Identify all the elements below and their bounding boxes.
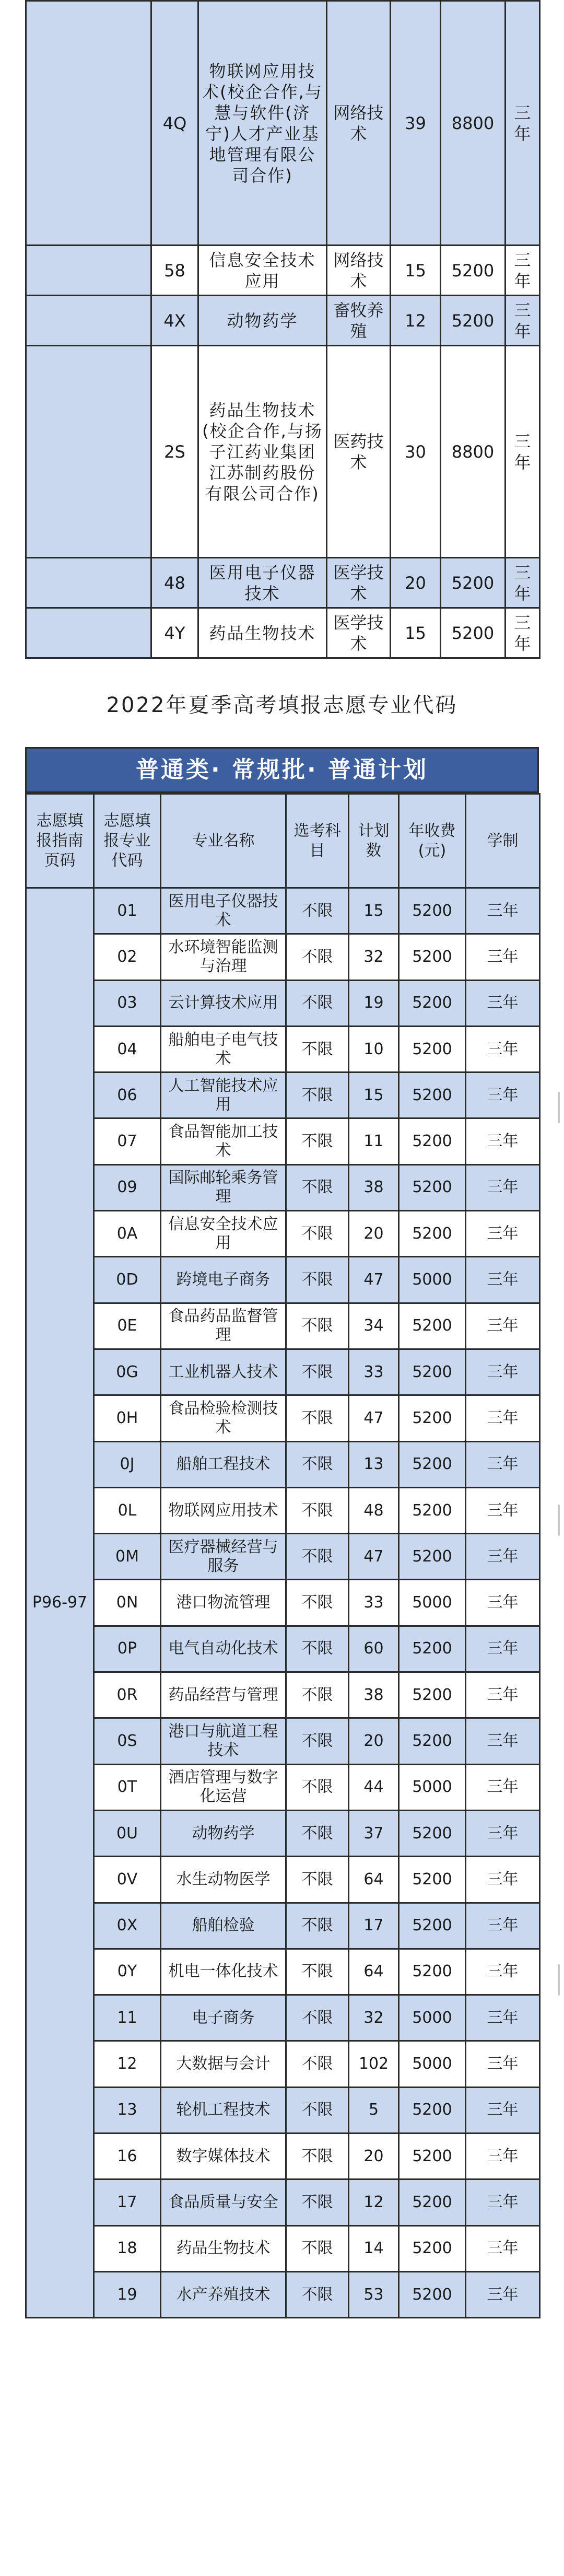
- major-name-cell: 食品质量与安全: [161, 2179, 286, 2225]
- code-cell: 0Y: [94, 1949, 161, 1995]
- duration-cell: 三年: [466, 1487, 540, 1533]
- table-row: [26, 2271, 540, 2317]
- guide-page-cell: P96-97: [26, 888, 94, 2318]
- table-row: [26, 1580, 540, 1626]
- table-row: [26, 1487, 540, 1533]
- subject-cell: 不限: [286, 1487, 349, 1533]
- plan-count-cell: 60: [349, 1626, 399, 1672]
- major-name-cell: 食品药品监督管理: [161, 1303, 286, 1349]
- subject-cell: 不限: [286, 2271, 349, 2317]
- fee-cell: 5200: [399, 888, 466, 934]
- major-name-cell: 医用电子仪器技术: [198, 558, 327, 608]
- duration-cell: 三年: [466, 1026, 540, 1072]
- fee-cell: 8800: [441, 1, 506, 246]
- fee-cell: 5200: [399, 2179, 466, 2225]
- table-row: [26, 1810, 540, 1856]
- plan-count-cell: 39: [391, 1, 441, 246]
- duration-cell: 三年: [506, 558, 540, 608]
- code-cell: 4Q: [151, 1, 198, 246]
- major-name-cell: 动物药学: [161, 1810, 286, 1856]
- subject-cell: 不限: [286, 1764, 349, 1810]
- code-cell: 48: [151, 558, 198, 608]
- fee-cell: 5200: [399, 1857, 466, 1903]
- major-code-table: [25, 747, 539, 2318]
- duration-cell: 三年: [506, 346, 540, 558]
- major-name-cell: 船舶电子电气技术: [161, 1026, 286, 1072]
- duration-cell: 三年: [466, 2041, 540, 2087]
- major-name-cell: 船舶检验: [161, 1903, 286, 1949]
- duration-cell: 三年: [466, 1118, 540, 1164]
- page-cell: [26, 246, 151, 296]
- duration-cell: 三年: [506, 246, 540, 296]
- code-cell: 0M: [94, 1534, 161, 1580]
- fee-cell: 5200: [399, 1118, 466, 1164]
- table-row: [26, 2225, 540, 2271]
- major-name-cell: 食品检验检测技术: [161, 1395, 286, 1441]
- subject-cell: 不限: [286, 1580, 349, 1626]
- code-cell: 12: [94, 2041, 161, 2087]
- section-title: 2022年夏季高考填报志愿专业代码: [106, 693, 458, 717]
- table-row: [26, 1211, 540, 1257]
- subject-cell: 不限: [286, 2041, 349, 2087]
- header-years: 学制: [466, 794, 540, 888]
- duration-cell: 三年: [466, 1580, 540, 1626]
- fee-cell: 5000: [399, 1995, 466, 2041]
- code-cell: 0X: [94, 1903, 161, 1949]
- table-header-row: [26, 794, 540, 888]
- code-cell: 0D: [94, 1257, 161, 1303]
- major-table: [25, 793, 540, 2318]
- code-cell: 0E: [94, 1303, 161, 1349]
- duration-cell: 三年: [466, 1211, 540, 1257]
- duration-cell: 三年: [466, 1857, 540, 1903]
- page-cell: [26, 346, 151, 558]
- fee-cell: 5200: [399, 934, 466, 980]
- subject-cell: 不限: [286, 1534, 349, 1580]
- duration-cell: 三年: [466, 2134, 540, 2179]
- plan-count-cell: 15: [349, 1073, 399, 1118]
- table-row: [26, 1303, 540, 1349]
- table-row: [26, 2134, 540, 2179]
- plan-count-cell: 32: [349, 1995, 399, 2041]
- fee-cell: 8800: [441, 346, 506, 558]
- major-name-cell: 药品经营与管理: [161, 1672, 286, 1718]
- subject-cell: 不限: [286, 888, 349, 934]
- scroll-marker: [558, 1092, 560, 1123]
- code-cell: 03: [94, 980, 161, 1026]
- code-cell: 06: [94, 1073, 161, 1118]
- table-row: [26, 1118, 540, 1164]
- plan-count-cell: 10: [349, 1026, 399, 1072]
- subject-cell: 不限: [286, 1349, 349, 1395]
- fee-cell: 5200: [399, 1349, 466, 1395]
- table-row: [26, 1, 540, 246]
- fee-cell: 5200: [441, 246, 506, 296]
- major-name-cell: 酒店管理与数字化运营: [161, 1764, 286, 1810]
- table-row: [26, 1534, 540, 1580]
- major-name-cell: 医疗器械经营与服务: [161, 1534, 286, 1580]
- fee-cell: 5200: [441, 558, 506, 608]
- code-cell: 11: [94, 1995, 161, 2041]
- duration-cell: 三年: [466, 1672, 540, 1718]
- header-page: 志愿填报指南页码: [26, 794, 94, 888]
- code-cell: 18: [94, 2225, 161, 2271]
- table-row: [26, 1395, 540, 1441]
- duration-cell: 三年: [466, 1395, 540, 1441]
- continued-major-table: [25, 0, 540, 659]
- plan-count-cell: 13: [349, 1441, 399, 1487]
- duration-cell: 三年: [466, 1718, 540, 1764]
- table-row: [26, 2087, 540, 2133]
- fee-cell: 5200: [399, 980, 466, 1026]
- major-name-cell: 人工智能技术应用: [161, 1073, 286, 1118]
- duration-cell: 三年: [466, 2225, 540, 2271]
- subject-cell: 不限: [286, 1810, 349, 1856]
- fee-cell: 5000: [399, 1764, 466, 1810]
- duration-cell: 三年: [466, 1534, 540, 1580]
- code-cell: 0H: [94, 1395, 161, 1441]
- fee-cell: 5200: [399, 1534, 466, 1580]
- plan-count-cell: 15: [391, 246, 441, 296]
- major-name-cell: 医用电子仪器技术: [161, 888, 286, 934]
- subject-cell: 不限: [286, 1073, 349, 1118]
- major-name-cell: 水生动物医学: [161, 1857, 286, 1903]
- code-cell: 58: [151, 246, 198, 296]
- fee-cell: 5200: [399, 1441, 466, 1487]
- table-row: [26, 1626, 540, 1672]
- subject-cell: 不限: [286, 2134, 349, 2179]
- major-name-cell: 药品生物技术(校企合作,与扬子江药业集团江苏制药股份有限公司合作): [198, 346, 327, 558]
- code-cell: 19: [94, 2271, 161, 2317]
- code-cell: 16: [94, 2134, 161, 2179]
- subject-cell: 不限: [286, 1949, 349, 1995]
- plan-count-cell: 44: [349, 1764, 399, 1810]
- subject-cell: 不限: [286, 1303, 349, 1349]
- plan-count-cell: 47: [349, 1257, 399, 1303]
- subject-cell: 不限: [286, 1026, 349, 1072]
- fee-cell: 5200: [399, 1211, 466, 1257]
- fee-cell: 5200: [399, 1164, 466, 1210]
- duration-cell: 三年: [466, 1257, 540, 1303]
- plan-count-cell: 32: [349, 934, 399, 980]
- header-subject: 选考科目: [286, 794, 349, 888]
- duration-cell: 三年: [466, 934, 540, 980]
- table-row: [26, 1718, 540, 1764]
- fee-cell: 5200: [399, 1718, 466, 1764]
- fee-cell: 5200: [399, 2225, 466, 2271]
- plan-count-cell: 5: [349, 2087, 399, 2133]
- subject-cell: 网络技术: [327, 246, 391, 296]
- header-fee: 年收费(元): [399, 794, 466, 888]
- table-row: [26, 1073, 540, 1118]
- duration-cell: 三年: [466, 1949, 540, 1995]
- table-row: [26, 1903, 540, 1949]
- plan-count-cell: 38: [349, 1672, 399, 1718]
- table-row: [26, 558, 540, 608]
- plan-count-cell: 17: [349, 1903, 399, 1949]
- fee-cell: 5200: [399, 1626, 466, 1672]
- subject-cell: 不限: [286, 2225, 349, 2271]
- duration-cell: 三年: [466, 888, 540, 934]
- table-row: [26, 1672, 540, 1718]
- table-row: [26, 346, 540, 558]
- table-row: [26, 1949, 540, 1995]
- scroll-marker: [558, 1964, 560, 1996]
- code-cell: 0N: [94, 1580, 161, 1626]
- subject-cell: 不限: [286, 1211, 349, 1257]
- table-row: [26, 246, 540, 296]
- subject-cell: 网络技术: [327, 1, 391, 246]
- table-row: [26, 1441, 540, 1487]
- page-cell: [26, 558, 151, 608]
- duration-cell: 三年: [466, 1164, 540, 1210]
- fee-cell: 5200: [399, 1672, 466, 1718]
- table-row: [26, 1026, 540, 1072]
- plan-count-cell: 15: [349, 888, 399, 934]
- page-cell: [26, 608, 151, 658]
- duration-cell: 三年: [466, 1810, 540, 1856]
- subject-cell: 不限: [286, 1395, 349, 1441]
- plan-count-cell: 20: [349, 1718, 399, 1764]
- plan-count-cell: 33: [349, 1349, 399, 1395]
- table-row: [26, 1164, 540, 1210]
- code-cell: 0V: [94, 1857, 161, 1903]
- plan-count-cell: 12: [391, 296, 441, 346]
- plan-count-cell: 38: [349, 1164, 399, 1210]
- subject-cell: 不限: [286, 1903, 349, 1949]
- header-code: 志愿填报专业代码: [94, 794, 161, 888]
- duration-cell: 三年: [466, 1441, 540, 1487]
- subject-cell: 不限: [286, 980, 349, 1026]
- fee-cell: 5200: [441, 296, 506, 346]
- major-name-cell: 轮机工程技术: [161, 2087, 286, 2133]
- table-row: [26, 1764, 540, 1810]
- duration-cell: 三年: [506, 608, 540, 658]
- plan-count-cell: 37: [349, 1810, 399, 1856]
- duration-cell: 三年: [466, 1764, 540, 1810]
- table-row: [26, 2179, 540, 2225]
- subject-cell: 医学技术: [327, 558, 391, 608]
- fee-cell: 5200: [399, 1026, 466, 1072]
- fee-cell: 5200: [399, 1395, 466, 1441]
- plan-count-cell: 64: [349, 1857, 399, 1903]
- major-name-cell: 船舶工程技术: [161, 1441, 286, 1487]
- major-name-cell: 水环境智能监测与治理: [161, 934, 286, 980]
- major-name-cell: 物联网应用技术: [161, 1487, 286, 1533]
- page-cell: [26, 1, 151, 246]
- plan-count-cell: 20: [391, 558, 441, 608]
- major-name-cell: 电子商务: [161, 1995, 286, 2041]
- fee-cell: 5200: [399, 2271, 466, 2317]
- table-row: [26, 888, 540, 934]
- code-cell: 04: [94, 1026, 161, 1072]
- plan-count-cell: 11: [349, 1118, 399, 1164]
- major-name-cell: 国际邮轮乘务管理: [161, 1164, 286, 1210]
- plan-count-cell: 33: [349, 1580, 399, 1626]
- duration-cell: 三年: [466, 1995, 540, 2041]
- fee-cell: 5000: [399, 2041, 466, 2087]
- plan-count-cell: 14: [349, 2225, 399, 2271]
- subject-cell: 畜牧养殖: [327, 296, 391, 346]
- code-cell: 0R: [94, 1672, 161, 1718]
- fee-cell: 5000: [399, 1580, 466, 1626]
- fee-cell: 5200: [399, 1073, 466, 1118]
- code-cell: 0L: [94, 1487, 161, 1533]
- code-cell: 0T: [94, 1764, 161, 1810]
- subject-cell: 不限: [286, 1857, 349, 1903]
- fee-cell: 5200: [399, 1487, 466, 1533]
- table-row: [26, 1857, 540, 1903]
- plan-count-cell: 102: [349, 2041, 399, 2087]
- subject-cell: 不限: [286, 934, 349, 980]
- table-row: [26, 1257, 540, 1303]
- major-name-cell: 跨境电子商务: [161, 1257, 286, 1303]
- table-banner: 普通类· 常规批· 普通计划: [25, 747, 539, 793]
- fee-cell: 5200: [441, 608, 506, 658]
- plan-count-cell: 20: [349, 1211, 399, 1257]
- subject-cell: 不限: [286, 1626, 349, 1672]
- major-name-cell: 电气自动化技术: [161, 1626, 286, 1672]
- plan-count-cell: 64: [349, 1949, 399, 1995]
- code-cell: 0U: [94, 1810, 161, 1856]
- plan-count-cell: 30: [391, 346, 441, 558]
- code-cell: 4Y: [151, 608, 198, 658]
- subject-cell: 医学技术: [327, 608, 391, 658]
- duration-cell: 三年: [466, 1073, 540, 1118]
- code-cell: 02: [94, 934, 161, 980]
- fee-cell: 5200: [399, 1303, 466, 1349]
- major-name-cell: 动物药学: [198, 296, 327, 346]
- subject-cell: 不限: [286, 2179, 349, 2225]
- duration-cell: 三年: [506, 1, 540, 246]
- duration-cell: 三年: [466, 1349, 540, 1395]
- major-name-cell: 港口与航道工程技术: [161, 1718, 286, 1764]
- subject-cell: 不限: [286, 1441, 349, 1487]
- table-row: [26, 296, 540, 346]
- duration-cell: 三年: [466, 1903, 540, 1949]
- plan-count-cell: 15: [391, 608, 441, 658]
- table-row: [26, 608, 540, 658]
- code-cell: 0P: [94, 1626, 161, 1672]
- fee-cell: 5200: [399, 2087, 466, 2133]
- duration-cell: 三年: [466, 980, 540, 1026]
- code-cell: 13: [94, 2087, 161, 2133]
- duration-cell: 三年: [466, 2271, 540, 2317]
- plan-count-cell: 47: [349, 1534, 399, 1580]
- code-cell: 0S: [94, 1718, 161, 1764]
- duration-cell: 三年: [466, 1303, 540, 1349]
- major-name-cell: 信息安全技术应用: [161, 1211, 286, 1257]
- plan-count-cell: 48: [349, 1487, 399, 1533]
- table-row: [26, 980, 540, 1026]
- subject-cell: 不限: [286, 1718, 349, 1764]
- header-name: 专业名称: [161, 794, 286, 888]
- code-cell: 09: [94, 1164, 161, 1210]
- major-name-cell: 药品生物技术: [198, 608, 327, 658]
- subject-cell: 不限: [286, 1995, 349, 2041]
- duration-cell: 三年: [466, 2087, 540, 2133]
- duration-cell: 三年: [466, 1626, 540, 1672]
- plan-count-cell: 20: [349, 2134, 399, 2179]
- duration-cell: 三年: [466, 2179, 540, 2225]
- subject-cell: 不限: [286, 1118, 349, 1164]
- plan-count-cell: 34: [349, 1303, 399, 1349]
- code-cell: 0G: [94, 1349, 161, 1395]
- fee-cell: 5200: [399, 2134, 466, 2179]
- duration-cell: 三年: [506, 296, 540, 346]
- major-name-cell: 食品智能加工技术: [161, 1118, 286, 1164]
- table-row: [26, 1349, 540, 1395]
- subject-cell: 不限: [286, 1164, 349, 1210]
- code-cell: 07: [94, 1118, 161, 1164]
- major-name-cell: 云计算技术应用: [161, 980, 286, 1026]
- code-cell: 2S: [151, 346, 198, 558]
- major-name-cell: 数字媒体技术: [161, 2134, 286, 2179]
- code-cell: 0J: [94, 1441, 161, 1487]
- header-plan: 计划数: [349, 794, 399, 888]
- fee-cell: 5200: [399, 1810, 466, 1856]
- major-name-cell: 物联网应用技术(校企合作,与慧与软件(济宁)人才产业基地管理有限公司合作): [198, 1, 327, 246]
- plan-count-cell: 19: [349, 980, 399, 1026]
- subject-cell: 医药技术: [327, 346, 391, 558]
- major-name-cell: 机电一体化技术: [161, 1949, 286, 1995]
- code-cell: 0A: [94, 1211, 161, 1257]
- fee-cell: 5000: [399, 1257, 466, 1303]
- fee-cell: 5200: [399, 1903, 466, 1949]
- plan-count-cell: 47: [349, 1395, 399, 1441]
- major-name-cell: 水产养殖技术: [161, 2271, 286, 2317]
- subject-cell: 不限: [286, 1257, 349, 1303]
- major-name-cell: 信息安全技术应用: [198, 246, 327, 296]
- code-cell: 01: [94, 888, 161, 934]
- plan-count-cell: 12: [349, 2179, 399, 2225]
- subject-cell: 不限: [286, 1672, 349, 1718]
- table-row: [26, 1995, 540, 2041]
- subject-cell: 不限: [286, 2087, 349, 2133]
- major-name-cell: 药品生物技术: [161, 2225, 286, 2271]
- table-row: [26, 934, 540, 980]
- code-cell: 4X: [151, 296, 198, 346]
- table-row: [26, 2041, 540, 2087]
- plan-count-cell: 53: [349, 2271, 399, 2317]
- fee-cell: 5200: [399, 1949, 466, 1995]
- major-name-cell: 港口物流管理: [161, 1580, 286, 1626]
- scroll-marker: [558, 1505, 560, 1536]
- code-cell: 17: [94, 2179, 161, 2225]
- major-name-cell: 工业机器人技术: [161, 1349, 286, 1395]
- page-cell: [26, 296, 151, 346]
- major-name-cell: 大数据与会计: [161, 2041, 286, 2087]
